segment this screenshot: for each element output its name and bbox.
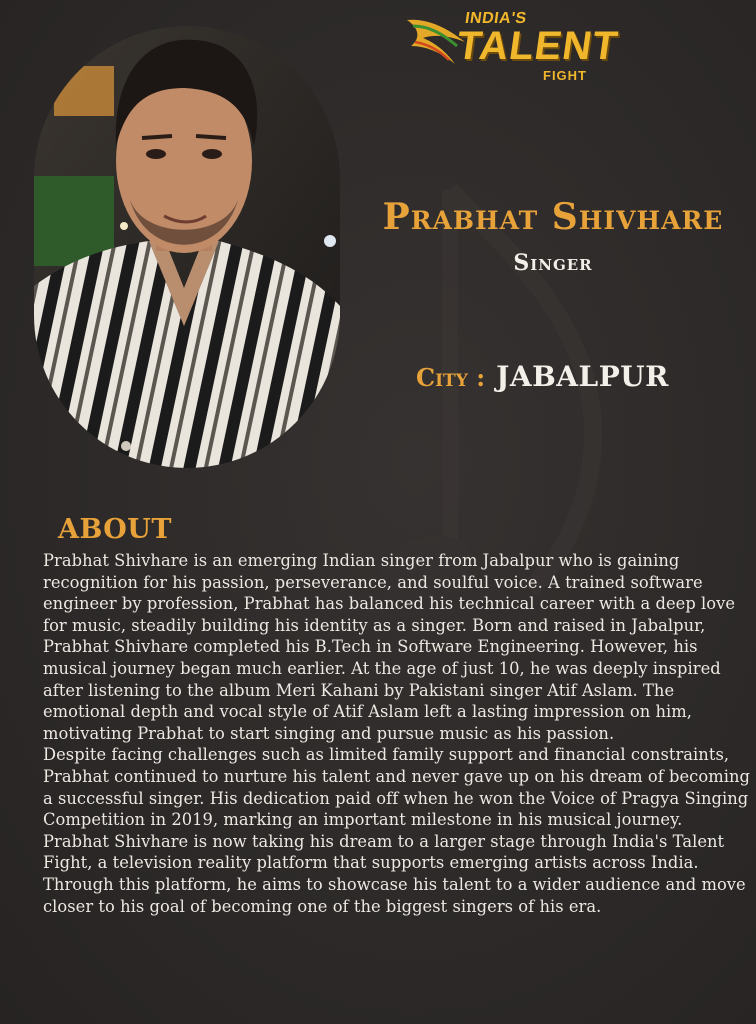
city-value: JABALPUR <box>496 360 669 393</box>
about-paragraph-2: Despite facing challenges such as limited family support and financial constraints, Prabhat continued to nurture his talent and never gave up on his dream of becoming a successful singer. His dedication paid off when he won the Voice of Pragya Singing Competition in 2019, marking an important milestone in his musical journey. <box>43 745 750 830</box>
artist-name: Prabhat Shivhare <box>382 196 724 238</box>
about-heading: ABOUT <box>58 514 172 545</box>
logo-main-text: TALENT <box>453 24 621 68</box>
artist-role: Singer <box>513 250 593 276</box>
city-row <box>416 360 669 393</box>
about-paragraph-3: Prabhat Shivhare is now taking his dream to a larger stage through India's Talent Fight, a television reality platform that supports emerging artists across India. Through this platform, he aims to showcase his talent to a wider audience and move closer to his goal of becoming one of the biggest singers of his era. <box>43 831 746 916</box>
logo-top-text: INDIA'S <box>463 10 528 27</box>
show-logo <box>405 6 621 88</box>
about-text <box>43 550 755 917</box>
city-label: City : <box>416 363 486 392</box>
profile-photo <box>34 26 340 468</box>
about-paragraph-1: Prabhat Shivhare is an emerging Indian singer from Jabalpur who is gaining recognition for his passion, perseverance, and soulful voice. A trained software engineer by profession, Prabhat has balanced his technical career with a deep love for music, steadily building his identity as a singer. Born and raised in Jabalpur, Prabhat Shivhare completed his B.Tech in Software Engineering. However, his musical journey began much earlier. At the age of just 10, he was deeply inspired after listening to the album Meri Kahani by Pakistani singer Atif Aslam. The emotional depth and vocal style of Atif Aslam left a lasting impression on him, motivating Prabhat to start singing and pursue music as his passion. <box>43 551 736 743</box>
logo-bottom-text: FIGHT <box>543 68 587 83</box>
